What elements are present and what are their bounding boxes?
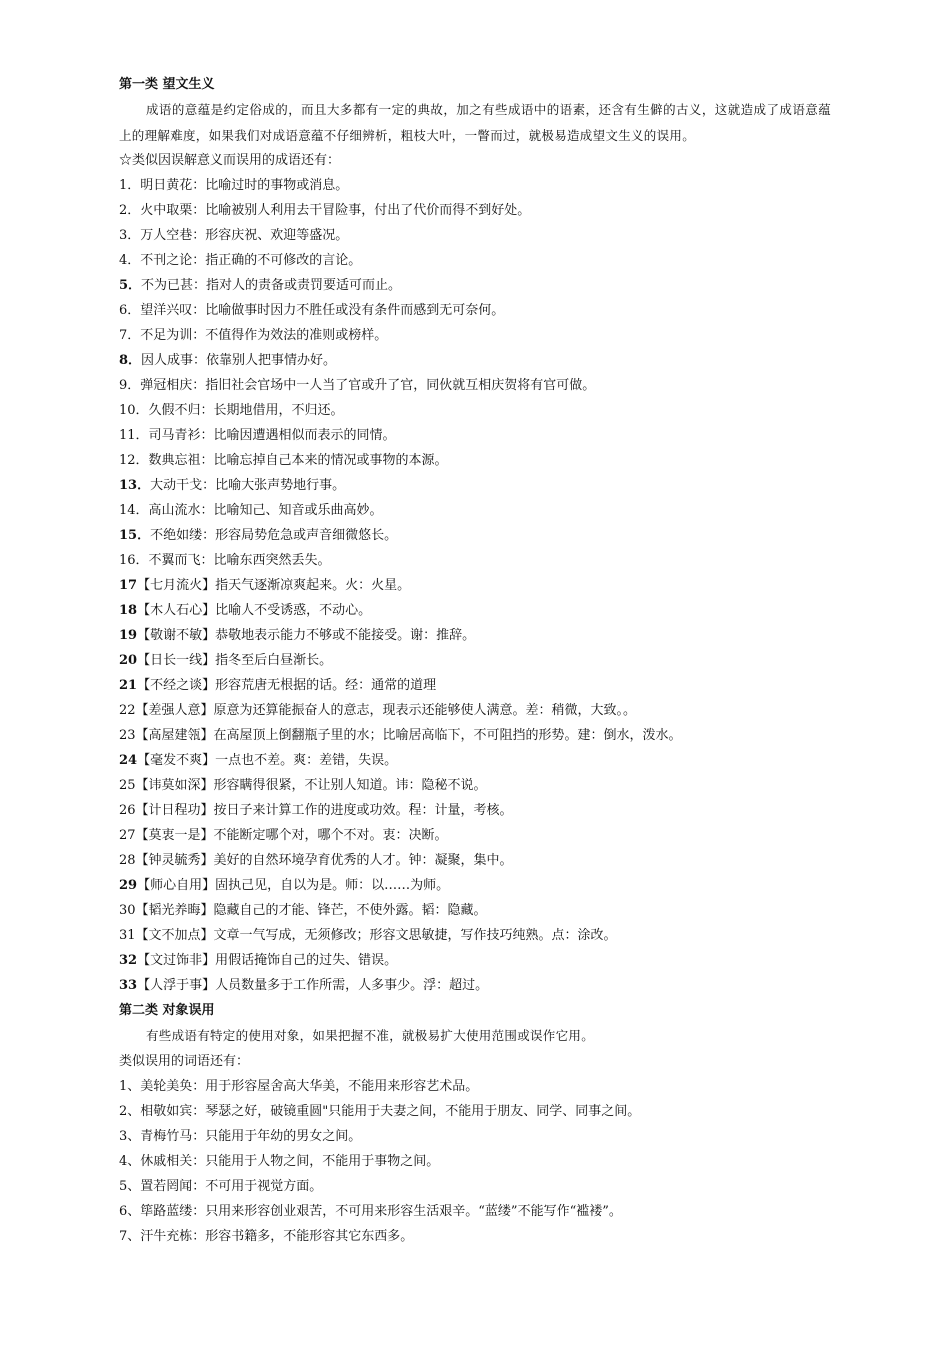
item-text: 【文不加点】文章一气写成，无须修改；形容文思敏捷，写作技巧纯熟。点：涂改。 xyxy=(135,928,617,943)
item-number: 13． xyxy=(119,478,151,493)
list-item xyxy=(119,673,831,698)
list-item xyxy=(119,923,831,948)
item-text: 因人成事：依靠别人把事情办好。 xyxy=(141,353,337,368)
item-number: 5． xyxy=(119,278,142,293)
section1-title: 第一类 望文生义 xyxy=(119,77,215,92)
item-text: 不翼而飞：比喻东西突然丢失。 xyxy=(148,553,331,568)
item-text: 汗牛充栋：形容书籍多，不能形容其它东西多。 xyxy=(140,1228,414,1244)
list-item xyxy=(119,1099,831,1124)
item-number: 8． xyxy=(119,353,142,368)
item-number: 18 xyxy=(119,603,138,618)
list-item xyxy=(119,623,831,648)
item-text: 不为已甚：指对人的责备或责罚要适可而止。 xyxy=(141,278,402,293)
list-item xyxy=(119,248,831,273)
item-text: 【木人石心】比喻人不受诱惑，不动心。 xyxy=(137,603,372,618)
item-number: 29 xyxy=(119,878,138,893)
item-number: 24 xyxy=(119,753,138,768)
item-text: 久假不归：长期地借用，不归还。 xyxy=(148,403,344,418)
list-item xyxy=(119,173,831,198)
list-item xyxy=(119,848,831,873)
item-text: 【毫发不爽】一点也不差。爽：差错，失误。 xyxy=(137,753,398,768)
list-item xyxy=(119,448,831,473)
item-number: 4、 xyxy=(119,1153,141,1169)
item-number: 10． xyxy=(119,403,149,418)
item-number: 2、 xyxy=(119,1103,141,1119)
item-number: 12． xyxy=(119,453,149,468)
list-item xyxy=(119,873,831,898)
item-text: 【不经之谈】形容荒唐无根据的话。经：通常的道理 xyxy=(137,678,437,693)
item-number: 15． xyxy=(119,528,151,543)
item-text: 【差强人意】原意为还算能振奋人的意志，现表示还能够使人满意。差：稍微，大致。。 xyxy=(135,703,637,718)
item-number: 30 xyxy=(119,903,136,918)
list-item xyxy=(119,598,831,623)
list-item xyxy=(119,273,831,298)
item-text: 【莫衷一是】不能断定哪个对，哪个不对。衷：决断。 xyxy=(135,828,448,843)
section1-list-title: ☆类似因误解意义而误用的成语还有： xyxy=(119,153,341,168)
item-number: 19 xyxy=(119,628,138,643)
item-number: 4． xyxy=(119,253,141,268)
item-text: 【师心自用】固执己见，自以为是。师：以……为师。 xyxy=(137,878,450,893)
section2-intro: 有些成语有特定的使用对象，如果把握不准，就极易扩大使用范围或误作它用。 xyxy=(146,1028,595,1043)
section2-list-title: 类似误用的词语还有： xyxy=(119,1053,250,1069)
item-number: 6． xyxy=(119,303,141,318)
list-item xyxy=(119,523,831,548)
document-page xyxy=(119,72,831,1249)
item-text: 【韬光养晦】隐藏自己的才能、锋芒，不使外露。韬：隐藏。 xyxy=(135,903,487,918)
list-item xyxy=(119,1074,831,1099)
list-item xyxy=(119,498,831,523)
item-text: 明日黄花：比喻过时的事物或消息。 xyxy=(140,178,349,193)
list-item xyxy=(119,773,831,798)
list-item xyxy=(119,698,831,723)
list-item xyxy=(119,723,831,748)
list-item xyxy=(119,348,831,373)
item-text: 万人空巷：形容庆祝、欢迎等盛况。 xyxy=(140,228,349,243)
list-item xyxy=(119,198,831,223)
list-item xyxy=(119,948,831,973)
item-text: 休戚相关：只能用于人物之间，不能用于事物之间。 xyxy=(140,1153,440,1169)
section1-intro: 成语的意蕴是约定俗成的，而且大多都有一定的典故，加之有些成语中的语素，还含有生僻的古义，这就造成了成语意蕴上的理解难度，如果我们对成语意蕴不仔细辨析，粗枝大叶，一瞥而过，就极易造成望文生义的误用。 xyxy=(119,102,831,143)
list-item xyxy=(119,1149,831,1174)
item-number: 7、 xyxy=(119,1228,141,1244)
list-item xyxy=(119,748,831,773)
list-item xyxy=(119,573,831,598)
item-number: 28 xyxy=(119,853,136,868)
item-text: 【高屋建瓴】在高屋顶上倒翻瓶子里的水；比喻居高临下，不可阻挡的形势。建：倒水，泼水。 xyxy=(135,728,682,743)
item-text: 筚路蓝缕：只用来形容创业艰苦，不可用来形容生活艰辛。“蓝缕”不能写作“褴褛”。 xyxy=(140,1203,622,1219)
item-number: 9． xyxy=(119,378,141,393)
item-number: 6、 xyxy=(119,1203,141,1219)
list-item xyxy=(119,648,831,673)
item-number: 26 xyxy=(119,803,136,818)
item-text: 火中取栗：比喻被别人利用去干冒险事，付出了代价而得不到好处。 xyxy=(140,203,531,218)
list-item xyxy=(119,823,831,848)
list-item xyxy=(119,1199,831,1224)
item-text: 【钟灵毓秀】美好的自然环境孕育优秀的人才。钟：凝聚，集中。 xyxy=(135,853,513,868)
item-number: 23 xyxy=(119,728,136,743)
item-text: 数典忘祖：比喻忘掉自己本来的情况或事物的本源。 xyxy=(148,453,448,468)
list-item xyxy=(119,1224,831,1249)
item-number: 1． xyxy=(119,178,141,193)
item-text: 不足为训：不值得作为效法的准则或榜样。 xyxy=(140,328,388,343)
item-text: 【敬谢不敏】恭敬地表示能力不够或不能接受。谢：推辞。 xyxy=(137,628,476,643)
item-text: 【七月流火】指天气逐渐凉爽起来。火：火星。 xyxy=(137,578,411,593)
item-number: 2． xyxy=(119,203,141,218)
item-text: 望洋兴叹：比喻做事时因力不胜任或没有条件而感到无可奈何。 xyxy=(140,303,505,318)
item-text: 大动干戈：比喻大张声势地行事。 xyxy=(150,478,346,493)
item-text: 【计日程功】按日子来计算工作的进度或功效。程：计量，考核。 xyxy=(135,803,513,818)
item-text: 弹冠相庆：指旧社会官场中一人当了官或升了官，同伙就互相庆贺将有官可做。 xyxy=(140,378,596,393)
item-number: 20 xyxy=(119,653,138,668)
list-item xyxy=(119,473,831,498)
item-number: 31 xyxy=(119,928,136,943)
section2-title: 第二类 对象误用 xyxy=(119,1003,215,1018)
list-item xyxy=(119,548,831,573)
item-number: 14． xyxy=(119,503,149,518)
list-item xyxy=(119,1124,831,1149)
item-number: 33 xyxy=(119,978,138,993)
list-item xyxy=(119,223,831,248)
item-number: 5、 xyxy=(119,1178,141,1194)
item-number: 3、 xyxy=(119,1128,141,1144)
item-text: 高山流水：比喻知己、知音或乐曲高妙。 xyxy=(148,503,383,518)
item-number: 27 xyxy=(119,828,136,843)
item-text: 【文过饰非】用假话掩饰自己的过失、错误。 xyxy=(137,953,398,968)
item-text: 不刊之论：指正确的不可修改的言论。 xyxy=(140,253,362,268)
item-text: 相敬如宾：琴瑟之好，破镜重圆"只能用于夫妻之间，不能用于朋友、同学、同事之间。 xyxy=(140,1103,641,1119)
item-text: 【日长一线】指冬至后白昼渐长。 xyxy=(137,653,333,668)
item-text: 置若罔闻：不可用于视觉方面。 xyxy=(140,1178,323,1194)
item-number: 25 xyxy=(119,778,136,793)
item-number: 11． xyxy=(119,428,149,443)
section1-idiom-list xyxy=(119,173,831,998)
item-text: 【讳莫如深】形容瞒得很紧，不让别人知道。讳：隐秘不说。 xyxy=(135,778,487,793)
list-item xyxy=(119,1174,831,1199)
item-number: 1、 xyxy=(119,1078,141,1094)
section2-idiom-list xyxy=(119,1074,831,1249)
item-text: 美轮美奂：用于形容屋舍高大华美，不能用来形容艺术品。 xyxy=(140,1078,479,1094)
item-text: 司马青衫：比喻因遭遇相似而表示的同情。 xyxy=(148,428,396,443)
list-item xyxy=(119,323,831,348)
item-number: 22 xyxy=(119,703,136,718)
item-number: 32 xyxy=(119,953,138,968)
list-item xyxy=(119,398,831,423)
list-item xyxy=(119,898,831,923)
item-text: 青梅竹马：只能用于年幼的男女之间。 xyxy=(140,1128,362,1144)
item-number: 21 xyxy=(119,678,138,693)
item-number: 17 xyxy=(119,578,138,593)
list-item xyxy=(119,973,831,998)
item-text: 不绝如缕：形容局势危急或声音细微悠长。 xyxy=(150,528,398,543)
item-number: 16． xyxy=(119,553,149,568)
item-number: 3． xyxy=(119,228,141,243)
list-item xyxy=(119,373,831,398)
list-item xyxy=(119,298,831,323)
item-number: 7． xyxy=(119,328,141,343)
list-item xyxy=(119,423,831,448)
list-item xyxy=(119,798,831,823)
item-text: 【人浮于事】人员数量多于工作所需，人多事少。浮：超过。 xyxy=(137,978,489,993)
